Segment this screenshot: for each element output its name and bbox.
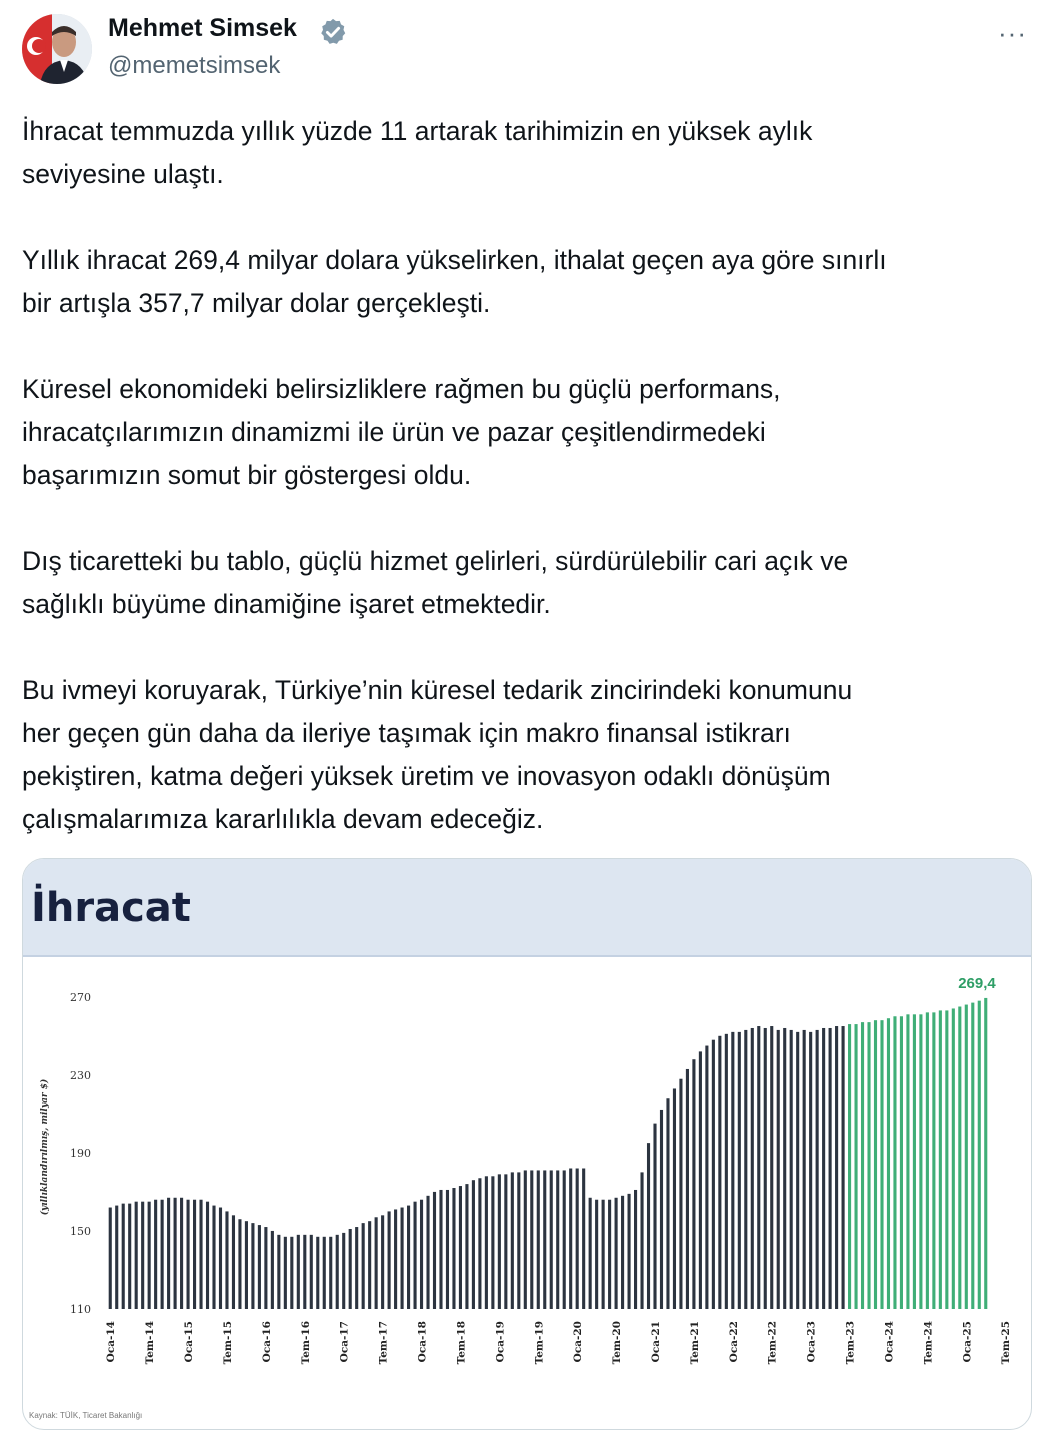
bar [556,1170,559,1309]
bar [764,1028,767,1309]
bar [816,1030,819,1309]
bar [777,1030,780,1309]
bar [381,1215,384,1309]
bar [316,1237,319,1309]
bar [809,1032,812,1309]
bar [141,1202,144,1309]
tweet-paragraph: Dış ticaretteki bu tablo, güçlü hizmet gelirleri, sürdürülebilir cari açık ve sağlıklı büyüme dinamiğine işaret etmektedir. [22,546,849,619]
bar [394,1209,397,1309]
bar [407,1206,410,1309]
y-tick-label: 150 [70,1224,91,1238]
bar [965,1005,968,1309]
bar [452,1188,455,1309]
tweet-text [22,110,1034,884]
bar [906,1014,909,1309]
bar [647,1143,650,1309]
bar [576,1168,579,1309]
bar [660,1110,663,1309]
tweet-paragraph: Bu ivmeyi koruyarak, Türkiye’nin küresel tedarik zincirindeki konumunu her geçen gün daha da ileriye taşımak için makro finansal istikrarı pekiştiren, katma değeri yüksek üretim ve inovasyon odaklı dönüşüm çalışmalarımıza kararlılıkla devam edeceğiz. [22,675,853,834]
bar [491,1176,494,1309]
bar [446,1190,449,1309]
bar [277,1235,280,1309]
x-tick-label: Tem-19 [533,1321,546,1365]
bar [822,1028,825,1309]
bar [913,1014,916,1309]
bar [401,1208,404,1309]
bar [310,1235,313,1309]
bar [297,1235,300,1309]
bar [686,1069,689,1309]
bar [187,1200,190,1309]
y-tick-label: 230 [70,1068,91,1082]
export-chart [23,957,1031,1409]
bar [420,1200,423,1309]
bar [524,1170,527,1309]
x-tick-label: Tem-15 [221,1321,234,1365]
x-tick-label: Tem-21 [688,1321,701,1365]
bar [855,1024,858,1309]
bar [485,1176,488,1309]
bar [290,1237,293,1309]
bar [621,1196,624,1309]
bar [958,1007,961,1309]
bar [433,1192,436,1309]
bar [336,1235,339,1309]
bar [796,1032,799,1309]
bar [511,1172,514,1309]
bar [952,1008,955,1309]
bar [264,1227,267,1309]
bar [731,1032,734,1309]
bar [628,1194,631,1309]
bar [543,1170,546,1309]
bar [465,1184,468,1309]
x-tick-label: Oca-20 [572,1321,585,1363]
media-card[interactable] [22,858,1032,1430]
bar [245,1221,248,1309]
y-tick-label: 190 [70,1146,91,1160]
author-name[interactable]: Mehmet Simsek [108,14,297,42]
avatar[interactable] [22,14,92,84]
tweet-paragraph: Yıllık ihracat 269,4 milyar dolara yükselirken, ithalat geçen aya göre sınırlı bir artışla 357,7 milyar dolar gerçekleşti. [22,245,887,318]
x-tick-label: Tem-23 [844,1321,857,1365]
bar [550,1170,553,1309]
bar [867,1022,870,1309]
bar [193,1200,196,1309]
bar [349,1229,352,1309]
data-label: 269,4 [958,974,996,992]
bar [978,1001,981,1309]
tweet-paragraph: Küresel ekonomideki belirsizliklere rağmen bu güçlü performans, ihracatçılarımızın dinamizmi ile ürün ve pazar çeşitlendirmedeki başarımızın somut bir göstergesi oldu. [22,374,781,490]
bar [705,1046,708,1309]
x-tick-label: Oca-24 [883,1321,896,1363]
chart-source: Kaynak: TÜİK, Ticaret Bakanlığı [29,1411,143,1420]
x-tick-label: Oca-25 [961,1321,974,1363]
bar [414,1202,417,1309]
bar [251,1223,254,1309]
bar [472,1180,475,1309]
bar [751,1028,754,1309]
bar [180,1198,183,1309]
bar [368,1221,371,1309]
bar [504,1174,507,1309]
bar [738,1032,741,1309]
x-tick-label: Tem-18 [455,1321,468,1365]
bar [284,1237,287,1309]
x-tick-label: Tem-16 [299,1321,312,1365]
bar [880,1020,883,1309]
x-tick-label: Oca-18 [416,1321,429,1363]
bar [388,1211,391,1309]
bar [666,1098,669,1309]
x-tick-label: Oca-22 [727,1321,740,1363]
x-tick-label: Tem-17 [377,1321,390,1365]
verified-badge-icon [318,17,348,47]
bar [459,1186,462,1309]
bar [537,1170,540,1309]
bar [238,1219,241,1309]
bar [984,998,987,1309]
bar [783,1028,786,1309]
bar [225,1211,228,1309]
bar [712,1040,715,1309]
bar [375,1217,378,1309]
x-tick-label: Oca-19 [494,1321,507,1363]
bar [174,1198,177,1309]
bar [161,1200,164,1309]
x-tick-label: Tem-14 [144,1321,157,1365]
bar [893,1016,896,1309]
bar [744,1030,747,1309]
bar [939,1010,942,1309]
bar [861,1022,864,1309]
x-tick-label: Oca-17 [338,1321,351,1363]
x-tick-label: Oca-15 [183,1321,196,1363]
chart-title: İhracat [31,885,191,931]
bar [128,1204,131,1309]
bar [679,1079,682,1309]
bar [426,1196,429,1309]
author-handle[interactable]: @memetsimsek [108,52,281,79]
x-tick-label: Tem-25 [1000,1321,1013,1365]
bar [569,1168,572,1309]
bar [148,1202,151,1309]
bar [271,1231,274,1309]
bar [829,1028,832,1309]
more-options-icon[interactable]: ··· [998,18,1027,48]
bar [971,1003,974,1309]
bar [530,1170,533,1309]
card-header [23,859,1031,957]
bar [115,1206,118,1309]
bar [640,1172,643,1309]
bar [919,1014,922,1309]
bar [258,1225,261,1309]
bar [199,1200,202,1309]
bar [212,1206,215,1309]
bar [517,1172,520,1309]
bar [167,1198,170,1309]
bar [718,1036,721,1309]
x-tick-label: Tem-24 [922,1321,935,1365]
bar [673,1088,676,1309]
bar [355,1227,358,1309]
bar [342,1233,345,1309]
bar [900,1016,903,1309]
bar [803,1030,806,1309]
bar [582,1168,585,1309]
bar [790,1030,793,1309]
tweet-paragraph: İhracat temmuzda yıllık yüzde 11 artarak tarihimizin en yüksek aylık seviyesine ulaştı. [22,116,813,189]
x-tick-label: Oca-23 [805,1321,818,1363]
bar [595,1200,598,1309]
bar [206,1202,209,1309]
bar [926,1012,929,1309]
bar [323,1237,326,1309]
bar [692,1059,695,1309]
bar [835,1026,838,1309]
bar [848,1024,851,1309]
bar [757,1026,760,1309]
bar [563,1170,566,1309]
bar [887,1018,890,1309]
bar [615,1198,618,1309]
bar [589,1198,592,1309]
bar [478,1178,481,1309]
bar [122,1204,125,1309]
bar [874,1020,877,1309]
bar [303,1235,306,1309]
bar [135,1202,138,1309]
x-tick-label: Oca-14 [105,1321,118,1363]
bar [842,1026,845,1309]
x-tick-label: Tem-20 [611,1321,624,1365]
y-tick-label: 270 [70,990,91,1004]
bar [498,1174,501,1309]
bar [219,1208,222,1309]
bar [608,1200,611,1309]
bar [154,1200,157,1309]
bar [362,1223,365,1309]
x-tick-label: Oca-16 [260,1321,273,1363]
bar [725,1034,728,1309]
x-tick-label: Tem-22 [766,1321,779,1365]
bar [109,1208,112,1309]
bar [699,1051,702,1309]
bar [602,1200,605,1309]
x-tick-label: Oca-21 [650,1321,663,1363]
y-tick-label: 110 [70,1303,91,1316]
bar [634,1190,637,1309]
bar [932,1012,935,1309]
bar [945,1010,948,1309]
bar [232,1215,235,1309]
bar [329,1237,332,1309]
bar [770,1026,773,1309]
bar [653,1124,656,1309]
y-axis-label: (yıllıklandırılmış, milyar $) [40,1078,50,1216]
bar [439,1190,442,1309]
